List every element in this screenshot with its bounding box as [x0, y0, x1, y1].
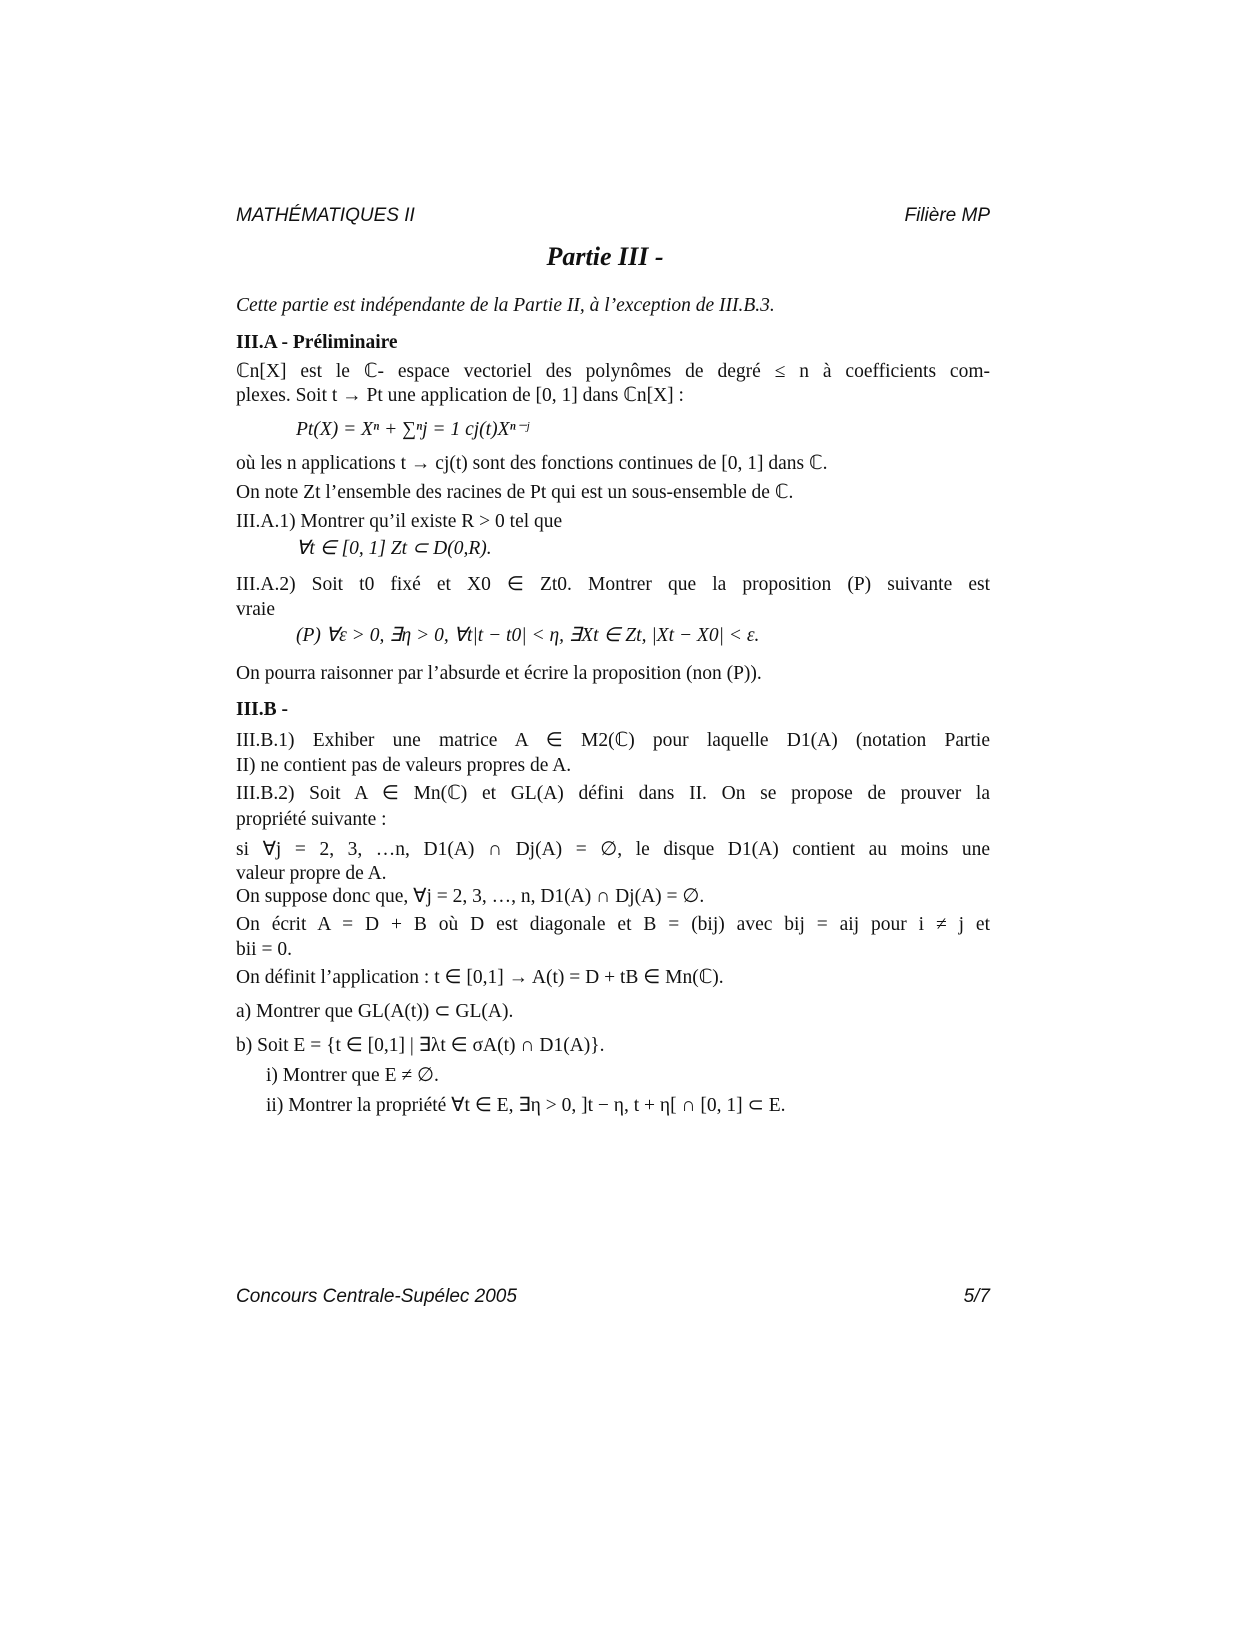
question-b-ii: ii) Montrer la propriété ∀t ∈ E, ∃η > 0, ]t − η, t + η[ ∩ [0, 1] ⊂ E. — [266, 1095, 786, 1116]
paragraph-line: On suppose donc que, ∀j = 2, 3, …, n, D1(A) ∩ Dj(A) = ∅. — [236, 886, 705, 907]
formula-Pt: Pt(X) = Xⁿ + ∑ⁿj = 1 cj(t)Xⁿ⁻ʲ — [296, 419, 530, 440]
section-heading-IIIB: III.B - — [236, 699, 289, 720]
paragraph-line: ℂn[X] est le ℂ- espace vectoriel des polynômes de degré ≤ n à coefficients com- — [236, 361, 990, 382]
footer-contest: Concours Centrale-Supélec 2005 — [236, 1286, 517, 1307]
paragraph-line: valeur propre de A. — [236, 863, 387, 884]
formula-proposition-P: (P) ∀ε > 0, ∃η > 0, ∀t|t − t0| < η, ∃Xt ∈ Zt, |Xt − X0| < ε. — [296, 625, 760, 646]
header-track: Filière MP — [904, 205, 990, 226]
footer-page-number: 5/7 — [963, 1286, 990, 1307]
paragraph-line: On note Zt l’ensemble des racines de Pt qui est un sous-ensemble de ℂ. — [236, 482, 794, 503]
question-a: a) Montrer que GL(A(t)) ⊂ GL(A). — [236, 1001, 514, 1022]
formula-bound: ∀t ∈ [0, 1] Zt ⊂ D(0,R). — [296, 538, 492, 559]
question-IIIB1: III.B.1) Exhiber une matrice A ∈ M2(ℂ) pour laquelle D1(A) (notation Partie — [236, 730, 990, 751]
header-subject: MATHÉMATIQUES II — [236, 205, 415, 226]
question-IIIB2: III.B.2) Soit A ∈ Mn(ℂ) et GL(A) défini dans II. On se propose de prouver la — [236, 783, 990, 804]
paragraph-line: où les n applications t → cj(t) sont des fonctions continues de [0, 1] dans ℂ. — [236, 453, 828, 474]
paragraph-line: si ∀j = 2, 3, …n, D1(A) ∩ Dj(A) = ∅, le disque D1(A) contient au moins une — [236, 839, 990, 860]
question-IIIA1: III.A.1) Montrer qu’il existe R > 0 tel que — [236, 511, 563, 532]
page-title: Partie III - — [546, 242, 664, 271]
question-IIIA2: III.A.2) Soit t0 fixé et X0 ∈ Zt0. Montrer que la proposition (P) suivante est — [236, 574, 990, 595]
section-heading-IIIA: III.A - Préliminaire — [236, 332, 398, 353]
paragraph-line: plexes. Soit t → Pt une application de [0, 1] dans ℂn[X] : — [236, 385, 684, 406]
paragraph-line: vraie — [236, 599, 275, 620]
paragraph-line: On définit l’application : t ∈ [0,1] → A(t) = D + tB ∈ Mn(ℂ). — [236, 967, 724, 988]
intro-note: Cette partie est indépendante de la Partie II, à l’exception de III.B.3. — [236, 295, 775, 316]
question-b-i: i) Montrer que E ≠ ∅. — [266, 1065, 439, 1086]
paragraph-line: bii = 0. — [236, 939, 292, 960]
paragraph-line: On pourra raisonner par l’absurde et écrire la proposition (non (P)). — [236, 663, 762, 684]
paragraph-line: II) ne contient pas de valeurs propres de A. — [236, 755, 572, 776]
paragraph-line: On écrit A = D + B où D est diagonale et B = (bij) avec bij = aij pour i ≠ j et — [236, 914, 990, 935]
question-b: b) Soit E = {t ∈ [0,1] | ∃λt ∈ σA(t) ∩ D1(A)}. — [236, 1035, 605, 1056]
paragraph-line: propriété suivante : — [236, 809, 387, 830]
